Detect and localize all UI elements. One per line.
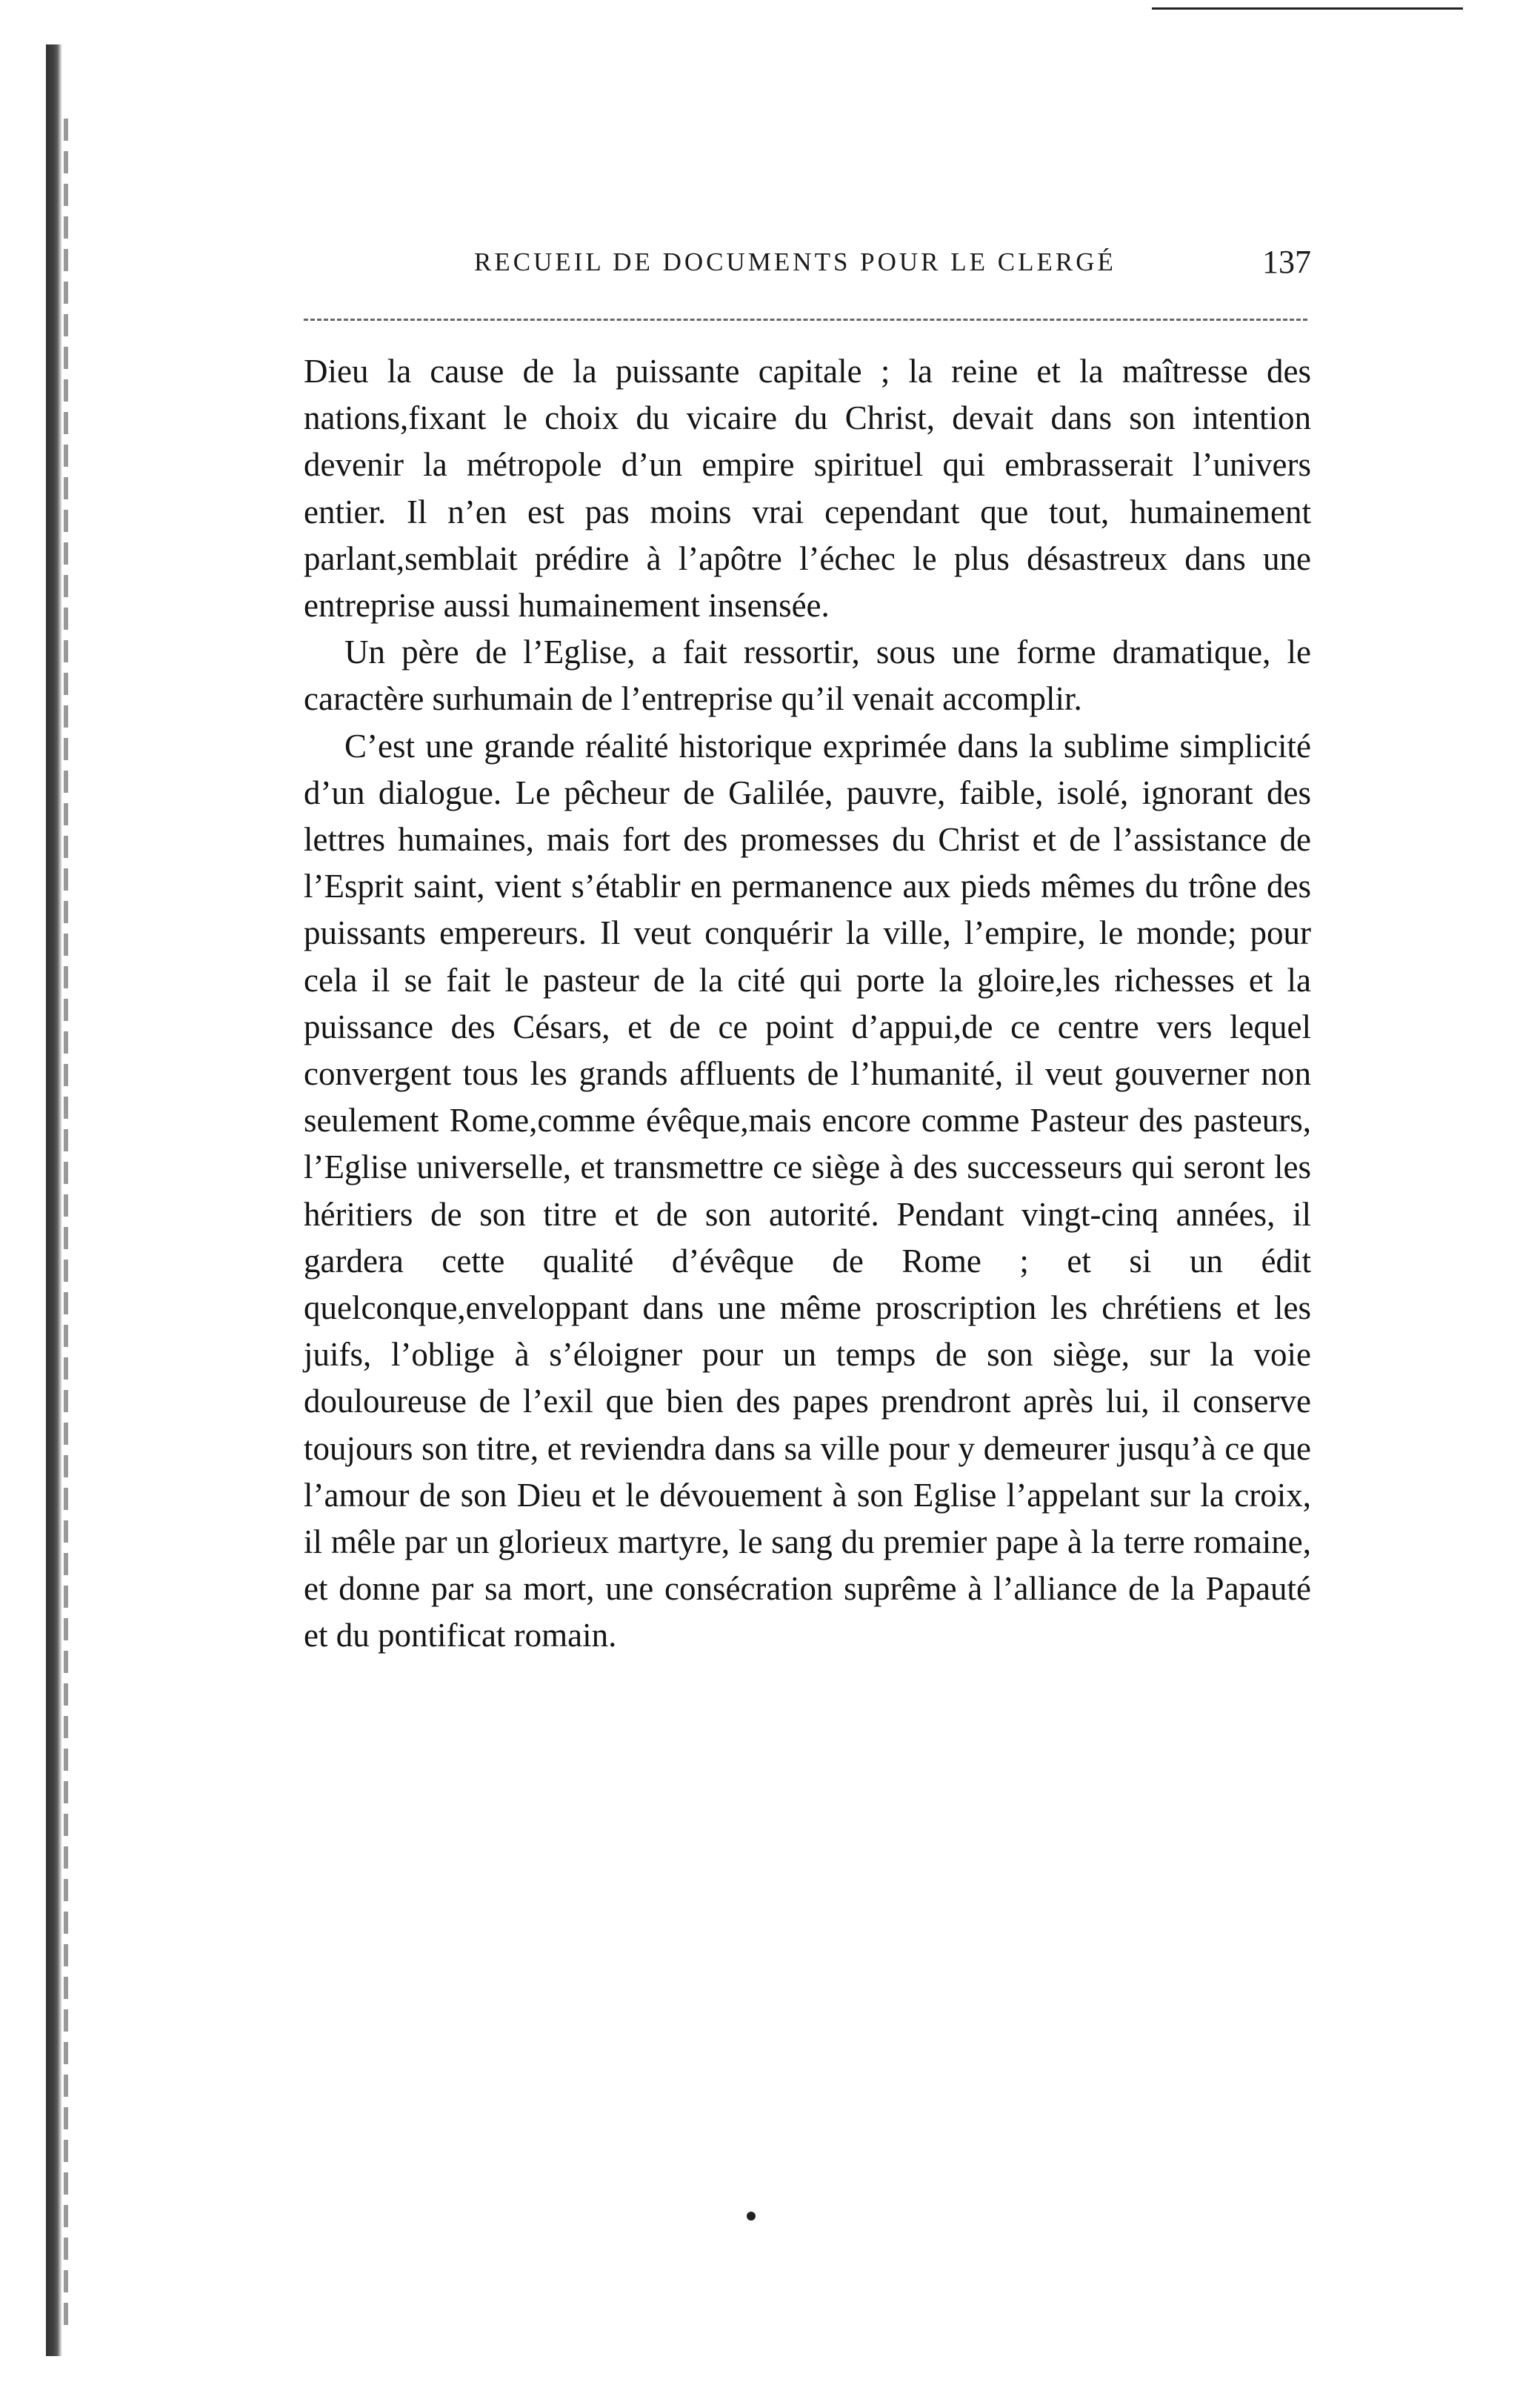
header-rule	[304, 319, 1307, 321]
binding-shadow	[64, 119, 68, 2326]
paragraph-continued: Dieu la cause de la puissante capitale ; la reine et la maîtresse des nations,fixant le choix du vicaire du Christ, devait dans son intention devenir la métropole d’un empire spirituel qui embrasserait l’univers entier. Il n’en est pas moins vrai cependant que tout, humainement parlant,semblait prédire à l’apôtre l’échec le plus désastreux dans une entreprise aussi humainement insensée.	[304, 353, 1311, 625]
paragraph: C’est une grande réalité historique exprimée dans la sublime simplicité d’un dialogue. Le pêcheur de Galilée, pauvre, faible, isolé, ignorant des lettres humaines, mais fort des promesses du Christ et de l’assistance de l’Esprit saint, vient s’établir en permanence aux pieds mêmes du trône des puissants empereurs. Il veut conquérir la ville, l’empire, le monde; pour cela il se fait le pasteur de la cité qui porte la gloire,les richesses et la puissance des Césars, et de ce point d’appui,de ce centre vers lequel convergent tous les grands affluents de l’humanité, il veut gouverner non seulement Rome,comme évêque,mais encore comme Pasteur des pasteurs, l’Eglise universelle, et transmettre ce siège à des successeurs qui seront les héritiers de son titre et de son autorité. Pendant vingt-cinq années, il gardera cette qualité d’évêque de Rome ; et si un édit quelconque,enveloppant dans une même proscription les chrétiens et les juifs, l’oblige à s’éloigner pour un temps de son siège, sur la voie douloureuse de l’exil que bien des papes prendront après lui, il conserve toujours son titre, et reviendra dans sa ville pour y demeurer jusqu’à ce que l’amour de son Dieu et le dévouement à son Eglise l’appelant sur la croix, il mêle par un glorieux martyre, le sang du premier pape à la terre romaine, et donne par sa mort, une consécration suprême à l’alliance de la Papauté et du pontificat romain.	[304, 727, 1311, 1654]
top-edge-rule	[1152, 7, 1463, 10]
ink-dot	[747, 2212, 756, 2221]
running-title: RECUEIL DE DOCUMENTS POUR LE CLERGÉ	[474, 247, 1116, 276]
running-header	[474, 243, 1311, 287]
page-number: 137	[1262, 244, 1311, 280]
binding-edge	[46, 44, 62, 2356]
paragraph: Un père de l’Eglise, a fait ressortir, sous une forme dramatique, le caractère surhumain de l’entreprise qu’il venait accomplir.	[304, 633, 1311, 718]
body-text	[304, 348, 1311, 1660]
